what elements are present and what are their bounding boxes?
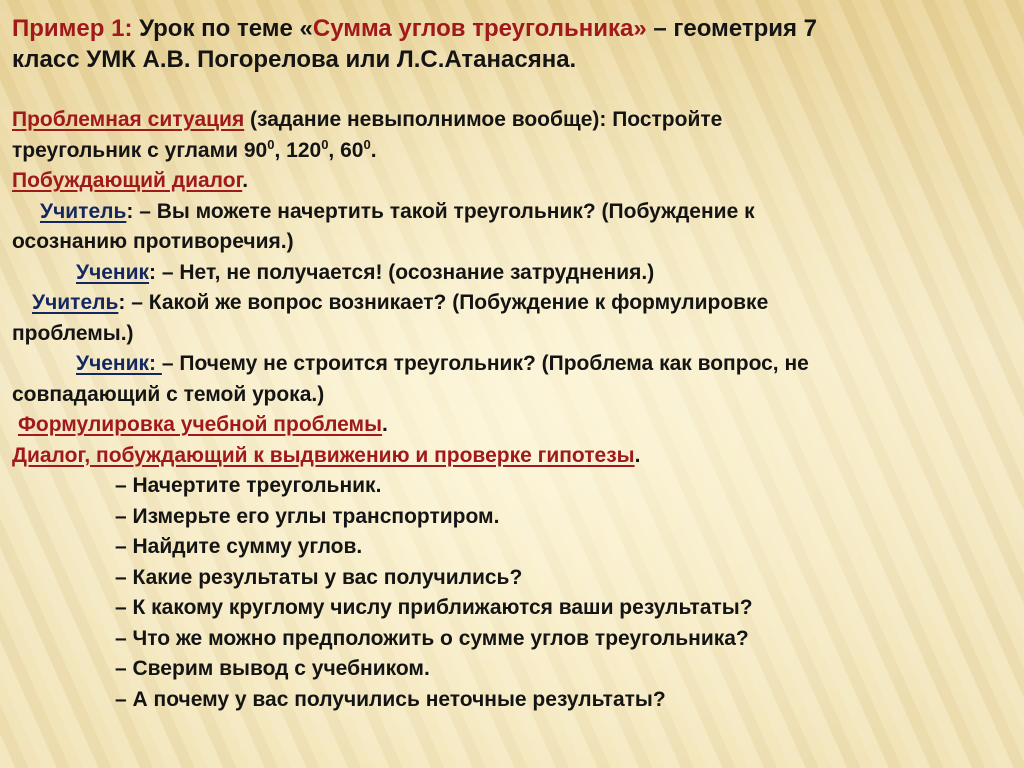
exchange-3-text: – Какой же вопрос возникает? (Побуждение к формулировке: [125, 291, 769, 314]
question-item: – Сверим вывод с учебником.: [115, 657, 430, 680]
title-line-1: [12, 12, 1002, 43]
problem-text-2a: треугольник с углами 90: [12, 138, 268, 162]
question-item: – К какому круглому числу приближаются ваши результаты?: [115, 596, 753, 619]
problem-text-2b: , 120: [274, 138, 322, 162]
title-lead: Пример 1:: [12, 15, 133, 42]
problem-line-1: [12, 105, 1007, 136]
slide-body: [12, 105, 1007, 715]
exchange-1: [12, 197, 1007, 228]
problem-situation-label: Проблемная ситуация: [12, 108, 245, 131]
question-item: – Какие результаты у вас получились?: [115, 565, 523, 589]
question-item: – Что же можно предположить о сумме углов треугольника?: [115, 626, 749, 650]
formulation-end: .: [382, 413, 388, 436]
exchange-4-cont: совпадающий с темой урока.): [12, 382, 325, 406]
question-item: – Найдите сумму углов.: [115, 535, 363, 558]
speaker-colon: :: [118, 291, 126, 314]
title-line-2: класс УМК А.В. Погорелова или Л.С.Атанасяна.: [12, 45, 577, 73]
problem-line-2: [12, 136, 1007, 167]
exchange-2: [12, 258, 1007, 289]
dialog-heading: [12, 166, 1007, 197]
speaker-student: Ученик: [76, 260, 150, 284]
title-topic: Сумма углов треугольника»: [312, 15, 647, 42]
dialog-label: Побуждающий диалог: [12, 169, 243, 192]
problem-text-2c: , 60: [328, 138, 364, 162]
exchange-1-text: – Вы можете начертить такой треугольник? (Побуждение к: [133, 199, 755, 223]
exchange-4-text: – Почему не строится треугольник? (Проблема как вопрос, не: [161, 352, 809, 375]
dialog-end: .: [242, 169, 249, 192]
question-item: – А почему у вас получились неточные результаты?: [115, 687, 666, 711]
speaker-student: Ученик:: [76, 352, 162, 375]
hypothesis-heading: [12, 441, 1007, 472]
title-post: – геометрия 7: [646, 15, 818, 42]
exchange-3-cont: проблемы.): [12, 321, 134, 345]
slide: [12, 0, 1012, 768]
exchange-4: [12, 349, 1007, 380]
question-item: – Начертите треугольник.: [115, 474, 382, 497]
degree-sup-2: 0: [321, 136, 329, 152]
hypothesis-end: .: [634, 443, 641, 467]
speaker-colon: :: [126, 199, 134, 223]
exchange-3: [12, 288, 1007, 319]
formulation-label: Формулировка учебной проблемы: [18, 413, 383, 436]
degree-sup-3: 0: [363, 136, 371, 152]
speaker-colon: :: [149, 260, 157, 284]
problem-text-end: .: [370, 138, 377, 162]
exchange-2-text: – Нет, не получается! (осознание затруднения.): [156, 260, 655, 284]
formulation-heading: [12, 410, 1007, 441]
title-pre: Урок по теме «: [132, 15, 313, 42]
hypothesis-label: Диалог, побуждающий к выдвижению и проверке гипотезы: [12, 443, 635, 467]
speaker-teacher: Учитель: [40, 199, 127, 223]
speaker-teacher: Учитель: [32, 291, 119, 314]
question-item: – Измерьте его углы транспортиром.: [115, 504, 500, 528]
degree-sup-1: 0: [267, 136, 275, 152]
problem-text-1: (задание невыполнимое вообще): Постройте: [244, 108, 723, 131]
slide-title: [12, 12, 1002, 73]
exchange-1-cont: осознанию противоречия.): [12, 230, 294, 253]
